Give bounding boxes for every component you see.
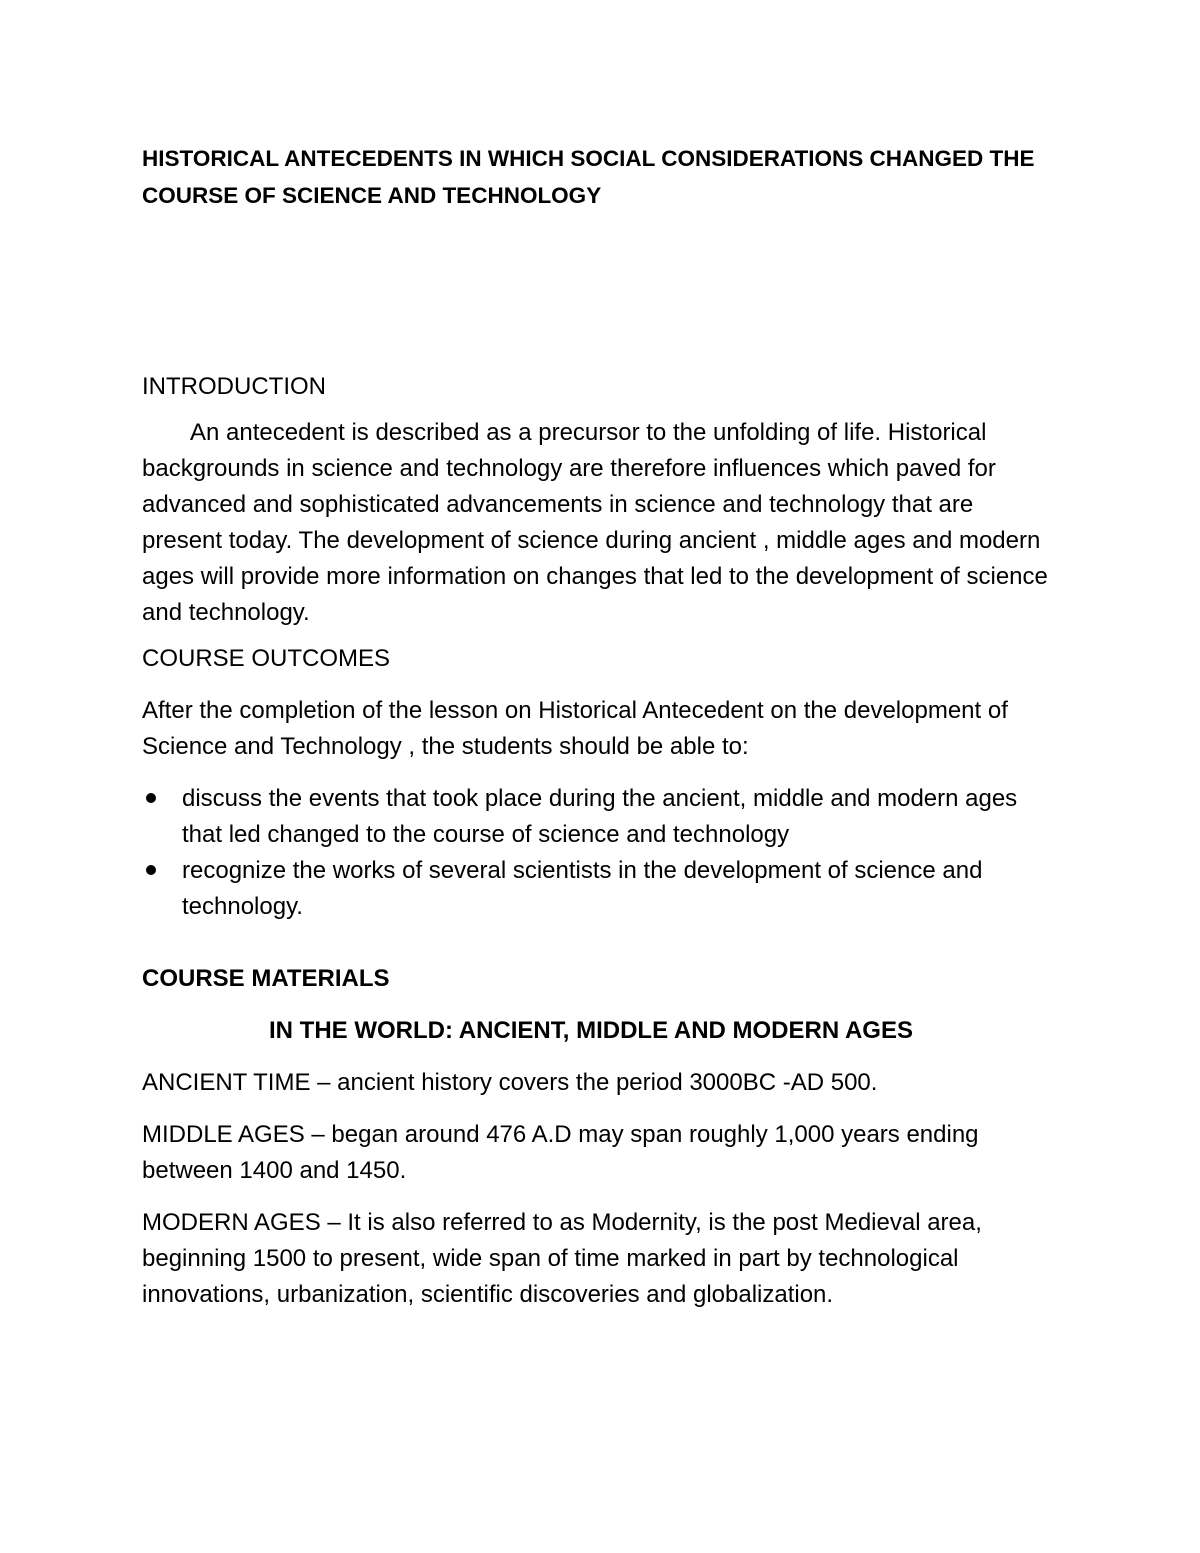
document-page (142, 140, 1052, 1313)
course-outcomes-heading: COURSE OUTCOMES (142, 645, 391, 672)
list-item-text: discuss the events that took place during the ancient, middle and modern ages that led changed to the course of science and technology (182, 785, 1018, 848)
introduction-paragraph: An antecedent is described as a precursor to the unfolding of life. Historical backgrounds in science and technology are therefore influences which paved for advanced and sophisticated advancements in science and technology that are present today. The development of science during ancient , middle ages and modern ages will provide more information on changes that led to the development of science and technology. (142, 419, 1048, 626)
document-title (142, 140, 1052, 214)
bullet-icon (146, 793, 156, 803)
list-item-text: recognize the works of several scientists in the development of science and technology. (182, 857, 983, 920)
title-line-2: COURSE OF SCIENCE AND TECHNOLOGY (142, 183, 602, 208)
course-materials-heading: COURSE MATERIALS (142, 965, 390, 992)
course-outcomes-lead: After the completion of the lesson on Historical Antecedent on the development of Science and Technology , the students should be able to: (142, 697, 1008, 760)
bullet-icon (146, 865, 156, 875)
course-materials-subheading: IN THE WORLD: ANCIENT, MIDDLE AND MODERN AGES (269, 1017, 913, 1044)
outcomes-list (142, 781, 1052, 925)
list-item (142, 781, 1052, 853)
ancient-time-paragraph: ANCIENT TIME – ancient history covers the period 3000BC -AD 500. (142, 1069, 878, 1096)
introduction-heading: INTRODUCTION (142, 373, 326, 400)
modern-ages-paragraph: MODERN AGES – It is also referred to as Modernity, is the post Medieval area, beginning 1500 to present, wide span of time marked in part by technological innovations, urbanization, scientific discoveries and globalization. (142, 1209, 982, 1308)
title-line-1: HISTORICAL ANTECEDENTS IN WHICH SOCIAL CONSIDERATIONS CHANGED THE (142, 146, 1035, 171)
list-item (142, 853, 1052, 925)
middle-ages-paragraph: MIDDLE AGES – began around 476 A.D may span roughly 1,000 years ending between 1400 and 1450. (142, 1121, 979, 1184)
